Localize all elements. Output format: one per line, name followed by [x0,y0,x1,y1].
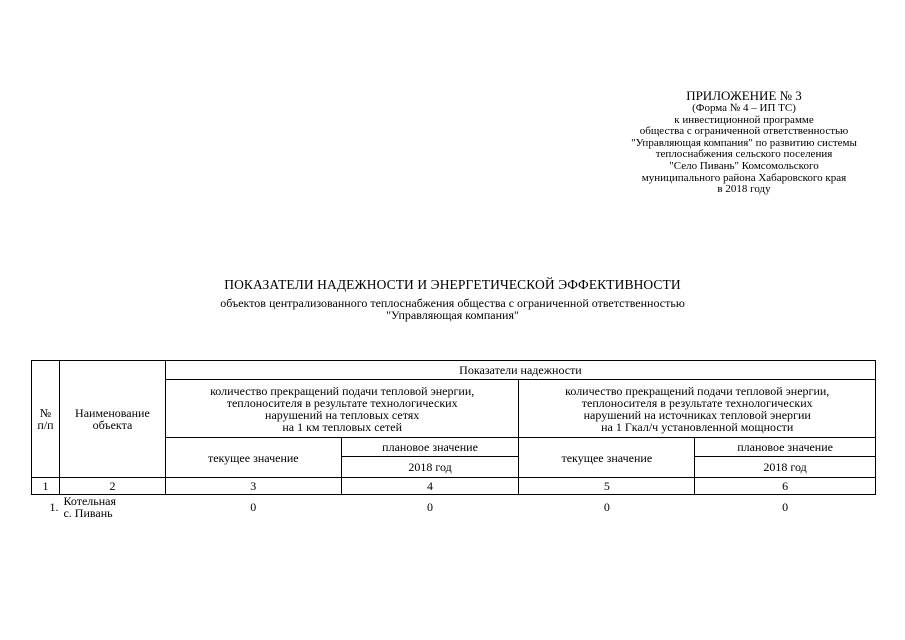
row-value: 0 [603,500,610,514]
header-reliability: Показатели надежности [165,361,875,380]
header-source-interruptions: количество прекращений подачи тепловой энергии, теплоносителя в результате технологических нарушений на источниках тепловой энергии на 1 Гкал/ч установленной мощности [519,380,876,438]
subtitle-line: "Управляющая компания" [386,308,519,322]
column-number: 5 [519,478,695,495]
header-object-name: Наименование объекта [59,361,165,478]
appendix-title: ПРИЛОЖЕНИЕ № 3 [686,88,802,103]
column-number: 2 [59,478,165,495]
subtitle-line: объектов централизованного теплоснабжения общества с ограниченной ответственностью [220,296,685,310]
header-planned-value: плановое значение [695,438,876,457]
appendix-block [585,88,903,196]
appendix-line: в 2018 году [717,183,771,196]
header-network-interruptions: количество прекращений подачи тепловой энергии, теплоносителя в результате технологических нарушений на тепловых сетях на 1 км тепловых сетей [165,380,519,438]
header-year: 2018 год [341,457,519,478]
appendix-line: "Село Пивань" Комсомольского [669,159,819,172]
column-number: 3 [165,478,341,495]
row-value: 0 [250,500,257,514]
appendix-line: "Управляющая компания" по развитию системы [631,136,857,149]
document-subtitle [0,297,905,321]
appendix-line: муниципального района Хабаровского края [641,171,847,184]
header-num: № п/п [32,361,60,478]
appendix-line: к инвестиционной программе [674,113,814,126]
header-planned-value: плановое значение [341,438,519,457]
appendix-line: теплоснабжения сельского поселения [655,148,833,161]
appendix-line: общества с ограниченной ответственностью [639,125,849,138]
row-value: 0 [427,500,434,514]
row-object-name: Котельная с. Пивань [63,494,117,520]
table-row [32,495,876,520]
column-number: 6 [695,478,876,495]
header-current-value: текущее значение [165,438,341,478]
column-number: 4 [341,478,519,495]
document-title: ПОКАЗАТЕЛИ НАДЕЖНОСТИ И ЭНЕРГЕТИЧЕСКОЙ ЭФФЕКТИВНОСТИ [224,277,681,292]
row-number: 1. [49,500,59,514]
reliability-table [31,360,876,519]
appendix-line: (Форма № 4 – ИП ТС) [692,102,796,114]
row-value: 0 [782,500,789,514]
header-current-value: текущее значение [519,438,695,478]
column-number: 1 [32,478,60,495]
header-year: 2018 год [695,457,876,478]
